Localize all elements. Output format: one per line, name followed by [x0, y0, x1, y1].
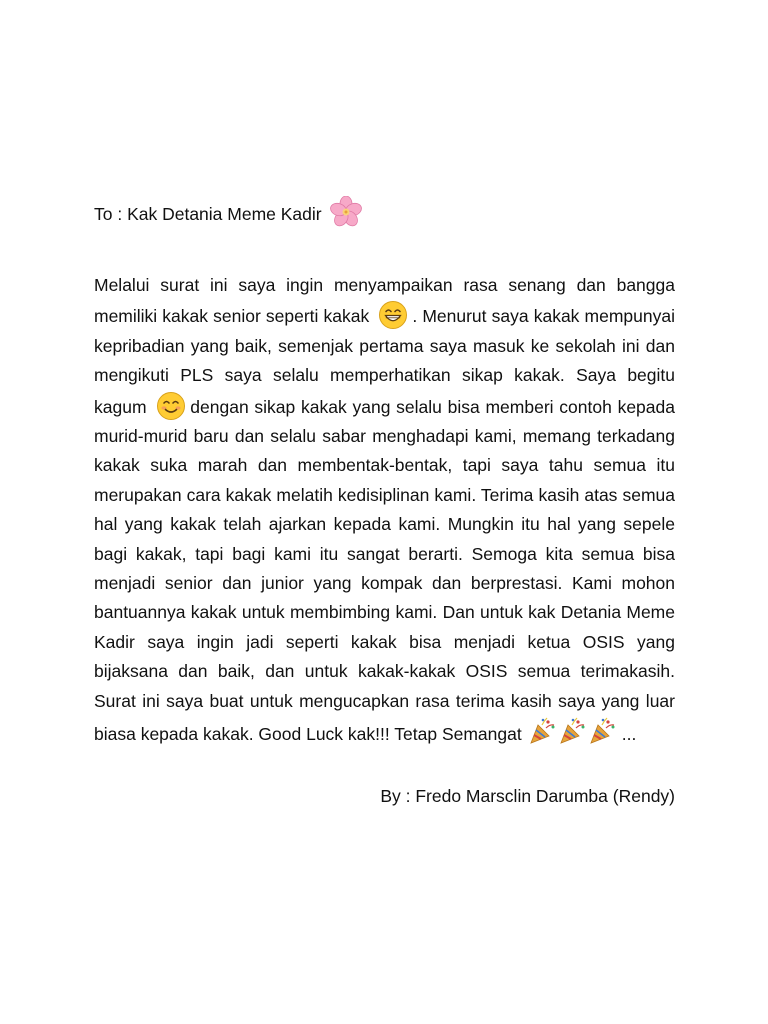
party-popper-icon	[588, 716, 618, 755]
smiling-face-icon	[156, 391, 186, 421]
party-popper-icon	[528, 716, 558, 755]
letter-body	[94, 271, 675, 756]
letter-segment-2: . Menurut saya kakak mempunyai kepribadian yang baik, semenjak pertama saya masuk ke sekolah ini dan mengikuti PLS saya selalu memperhatikan sikap kakak. Saya begitu kagum	[94, 306, 675, 417]
letter-segment-1: Melalui surat ini saya ingin menyampaikan rasa senang dan bangga memiliki kakak senior seperti kakak	[94, 275, 675, 327]
signature-line: By : Fredo Marsclin Darumba (Rendy)	[380, 786, 675, 806]
recipient-text: To : Kak Detania Meme Kadir	[94, 204, 322, 224]
recipient-line	[94, 196, 366, 232]
letter-segment-3: dengan sikap kakak yang selalu bisa memberi contoh kepada murid-murid baru dan selalu sabar menghadapi kami, memang terkadang kakak suka marah dan membentak-bentak, tapi saya tahu semua itu merupakan cara kakak melatih kedisiplinan kami. Terima kasih atas semua hal yang kakak telah ajarkan kepada kami. Mungkin itu hal yang sepele bagi kakak, tapi bagi kami itu sangat berarti. Semoga kita semua bisa menjadi senior dan junior yang kompak dan berprestasi. Kami mohon bantuannya kakak untuk membimbing kami. Dan untuk kak Detania Meme Kadir saya ingin jadi seperti kakak bisa menjadi ketua OSIS yang bijaksana dan baik, dan untuk kakak-kakak OSIS semua terimakasih. Surat ini saya buat untuk mengucapkan rasa terima kasih saya yang luar biasa kepada kakak. Good Luck kak!!! Tetap Semangat	[94, 396, 675, 745]
party-popper-group	[528, 716, 618, 755]
grinning-face-icon	[378, 300, 408, 330]
party-popper-icon	[558, 716, 588, 755]
letter-segment-4: ...	[621, 724, 637, 745]
cherry-blossom-icon	[330, 196, 362, 228]
